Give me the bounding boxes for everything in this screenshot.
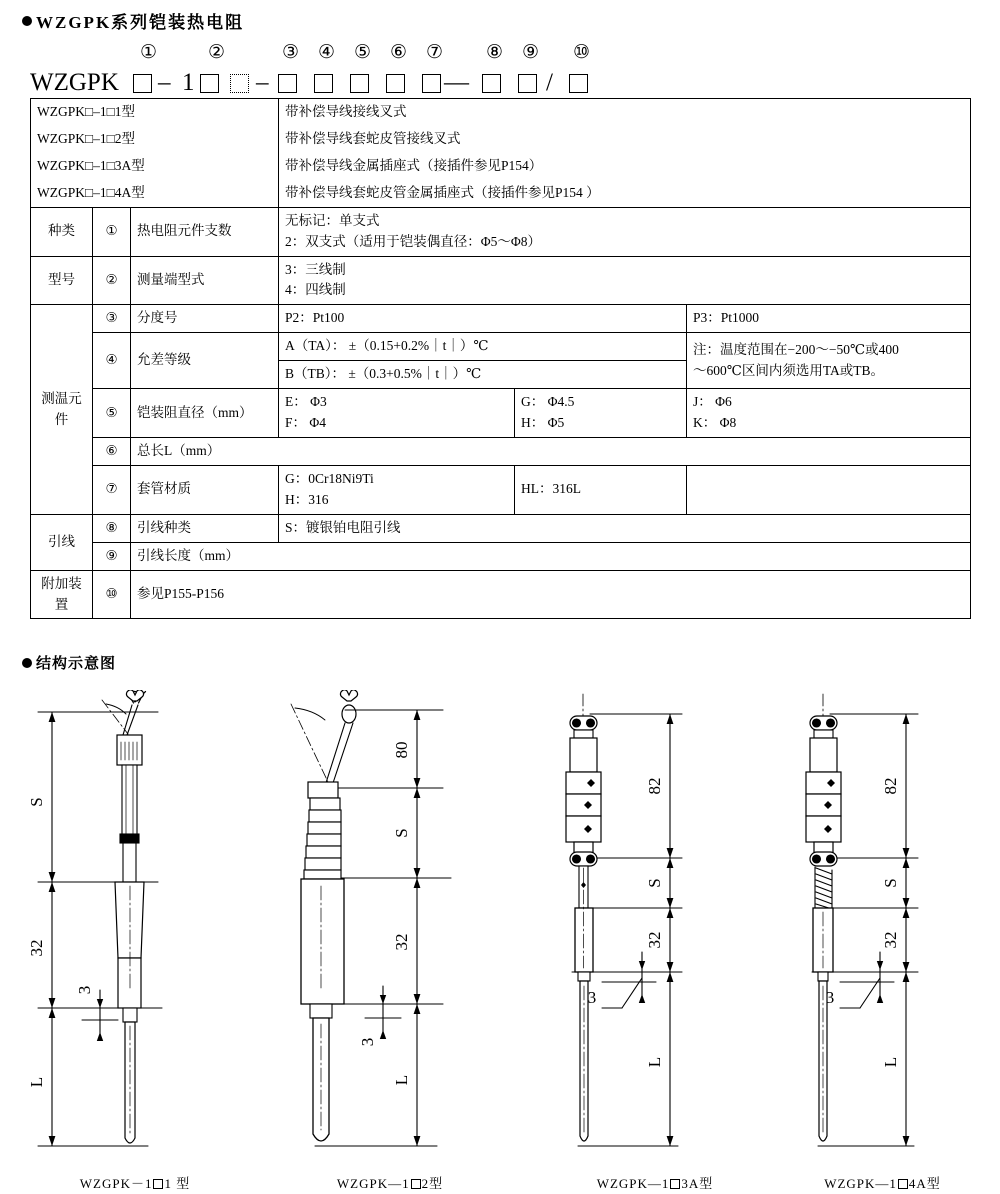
- item-value-7-col1: [279, 465, 515, 514]
- diagram-caption-4-post: 4A型: [908, 1176, 941, 1191]
- dim-l-4: L: [881, 1056, 900, 1068]
- code-dash-2: –: [256, 69, 269, 96]
- item-num-10: ⑩: [93, 570, 131, 619]
- table-row: [31, 437, 971, 465]
- diagram-type-3: [530, 690, 780, 1194]
- code-dash-3: —: [444, 69, 469, 96]
- variant-code-2: WZGPK□–1□3A型: [31, 153, 279, 180]
- group-lead: 引线: [31, 514, 93, 570]
- table-row: [31, 465, 971, 514]
- item-name-1: 热电阻元件支数: [131, 207, 279, 256]
- page-title-text: WZGPK系列铠装热电阻: [36, 13, 245, 32]
- item-num-7: ⑦: [93, 465, 131, 514]
- table-row: [31, 180, 971, 207]
- marker-8: ⑧: [486, 42, 504, 63]
- item-value-3b: P3：Pt1000: [687, 305, 971, 333]
- table-row: [31, 514, 971, 542]
- diagram-caption-2-pre: WZGPK—1: [336, 1176, 410, 1191]
- item-value-4b: B（TB）： ±（0.3+0.5%｜t｜）℃: [279, 361, 687, 389]
- dim-32-2: 32: [392, 933, 411, 951]
- variant-desc-3: 带补偿导线套蛇皮管金属插座式（接插件参见P154 ）: [279, 180, 971, 207]
- item-note-4a: 注：温度范围在−200～−50℃或400: [693, 341, 899, 357]
- item-value-5-col2: [515, 389, 687, 438]
- item-value-5-col1: [279, 389, 515, 438]
- code-box-4: [314, 74, 333, 93]
- table-row: [31, 305, 971, 333]
- diagram-type-4: [770, 690, 995, 1194]
- code-box-8: [482, 74, 501, 93]
- item-value-1a: 无标记：单支式: [285, 212, 380, 228]
- bullet-icon: [22, 16, 32, 26]
- item-num-9: ⑨: [93, 542, 131, 570]
- table-row: [31, 570, 971, 619]
- code-box-1: [200, 74, 219, 93]
- item-name-5: 铠装阻直径（mm）: [131, 389, 279, 438]
- diagram-caption-4: [770, 1173, 995, 1192]
- item-value-2b: 4：四线制: [285, 282, 346, 298]
- code-box-7: [422, 74, 441, 93]
- item-value-5-col3: [687, 389, 971, 438]
- dim-l-1: L: [27, 1076, 46, 1088]
- item-name-10: 参见P155-P156: [131, 570, 971, 619]
- dim-82-3: 82: [645, 777, 664, 795]
- item-name-6: 总长L（mm）: [131, 437, 971, 465]
- variant-code-0: WZGPK□–1□1型: [31, 99, 279, 126]
- dim-3-4: 3: [825, 988, 835, 1007]
- item-value-2a: 3：三线制: [285, 261, 346, 277]
- code-box-2: [230, 74, 249, 93]
- item-name-4: 允差等级: [131, 333, 279, 389]
- diagram-type-2-drawing: [265, 690, 515, 1160]
- marker-10: ⑩: [573, 42, 591, 63]
- marker-4: ④: [318, 42, 336, 63]
- code-prefix: WZGPK: [30, 69, 119, 96]
- variant-code-1: WZGPK□–1□2型: [31, 126, 279, 153]
- diagram-type-3-drawing: [530, 690, 780, 1160]
- model-code-string: [30, 66, 590, 100]
- marker-3: ③: [282, 42, 300, 63]
- caption-box-icon: [411, 1179, 421, 1189]
- item-value-3a: P2：Pt100: [279, 305, 687, 333]
- item-num-6: ⑥: [93, 437, 131, 465]
- marker-9: ⑨: [522, 42, 540, 63]
- structure-diagrams: [0, 690, 1000, 1194]
- diagram-caption-1-post: 1 型: [164, 1176, 191, 1191]
- dim-s-4: S: [881, 878, 900, 888]
- code-box-5: [350, 74, 369, 93]
- diagram-caption-1-pre: WZGPK－1: [79, 1176, 153, 1191]
- structure-section-title: [22, 652, 116, 673]
- dim-32-3: 32: [645, 931, 664, 949]
- dimension-arrows: [49, 712, 104, 1146]
- item-name-8: 引线种类: [131, 514, 279, 542]
- dim-32-1: 32: [27, 939, 46, 957]
- group-model: 型号: [31, 256, 93, 305]
- marker-6: ⑥: [390, 42, 408, 63]
- item-value-8: S：镀银铂电阻引线: [279, 514, 971, 542]
- table-row: [31, 99, 971, 126]
- diagram-caption-3: [530, 1173, 780, 1192]
- model-code-markers: [30, 40, 590, 66]
- item-num-2: ②: [93, 256, 131, 305]
- marker-2: ②: [208, 42, 226, 63]
- table-row: [31, 389, 971, 438]
- item-name-2: 测量端型式: [131, 256, 279, 305]
- item-value-5e: J： Φ6: [693, 394, 732, 410]
- group-kind: 种类: [31, 207, 93, 256]
- item-value-1b: 2：双支式（适用于铠装偶直径：Φ5～Φ8）: [285, 233, 542, 249]
- item-value-1: [279, 207, 971, 256]
- dim-3-1: 3: [75, 985, 94, 995]
- item-value-7a: G：0Cr18Ni9Ti: [285, 470, 374, 486]
- item-num-8: ⑧: [93, 514, 131, 542]
- dim-82-4: 82: [881, 777, 900, 795]
- page-title: [22, 8, 244, 33]
- item-value-5b: F： Φ4: [285, 415, 327, 431]
- caption-box-icon: [670, 1179, 680, 1189]
- variant-desc-1: 带补偿导线套蛇皮管接线叉式: [279, 126, 971, 153]
- code-box-10: [569, 74, 588, 93]
- specification-table: [30, 98, 971, 619]
- code-box-3: [278, 74, 297, 93]
- diagram-caption-1: [10, 1173, 260, 1192]
- dim-3-2: 3: [358, 1037, 377, 1047]
- item-note-4b: ～600℃区间内须选用TA或TB。: [693, 362, 885, 378]
- code-box-6: [386, 74, 405, 93]
- dim-80-2: 80: [392, 741, 411, 759]
- variant-desc-2: 带补偿导线金属插座式（接插件参见P154）: [279, 153, 971, 180]
- dim-s-3: S: [645, 878, 664, 888]
- dim-s-1: S: [27, 797, 46, 807]
- diagram-type-1: [10, 690, 260, 1194]
- dim-32-4: 32: [881, 931, 900, 949]
- dim-l-3: L: [645, 1056, 664, 1068]
- item-num-3: ③: [93, 305, 131, 333]
- code-slash: /: [546, 69, 553, 96]
- item-name-3: 分度号: [131, 305, 279, 333]
- code-one: 1: [182, 69, 195, 96]
- diagram-caption-3-post: 3A型: [681, 1176, 714, 1191]
- caption-box-icon: [153, 1179, 163, 1189]
- item-value-5f: K： Φ8: [693, 415, 737, 431]
- item-note-4: [687, 333, 971, 389]
- item-num-1: ①: [93, 207, 131, 256]
- diagram-caption-2-post: 2型: [421, 1176, 444, 1191]
- table-row: [31, 207, 971, 256]
- item-value-4a: A（TA）： ±（0.15+0.2%｜t｜）℃: [279, 333, 687, 361]
- item-value-5a: E： Φ3: [285, 394, 327, 410]
- diagram-caption-4-pre: WZGPK—1: [824, 1176, 897, 1191]
- variant-code-3: WZGPK□–1□4A型: [31, 180, 279, 207]
- item-name-7: 套管材质: [131, 465, 279, 514]
- item-name-9: 引线长度（mm）: [131, 542, 971, 570]
- diagram-caption-3-pre: WZGPK—1: [596, 1176, 670, 1191]
- diagram-type-2: [265, 690, 515, 1194]
- item-value-2: [279, 256, 971, 305]
- marker-5: ⑤: [354, 42, 372, 63]
- dim-3-3: 3: [587, 988, 597, 1007]
- marker-7: ⑦: [426, 42, 444, 63]
- dim-l-2: L: [392, 1074, 411, 1086]
- item-value-5d: H： Φ5: [521, 415, 565, 431]
- item-value-7-col2: HL：316L: [515, 465, 687, 514]
- table-row: [31, 153, 971, 180]
- caption-box-icon: [898, 1179, 908, 1189]
- diagram-type-4-drawing: [770, 690, 995, 1160]
- code-box-9: [518, 74, 537, 93]
- bullet-icon: [22, 658, 32, 668]
- item-num-4: ④: [93, 333, 131, 389]
- item-value-7b: H：316: [285, 491, 329, 507]
- model-code-diagram: [30, 40, 590, 100]
- item-value-7-col3: [687, 465, 971, 514]
- item-value-5c: G： Φ4.5: [521, 394, 575, 410]
- item-num-5: ⑤: [93, 389, 131, 438]
- group-sensor: 测温元件: [31, 305, 93, 514]
- code-box-series: [133, 74, 152, 93]
- marker-1: ①: [140, 42, 158, 63]
- structure-section-title-text: 结构示意图: [36, 656, 117, 672]
- group-extra: 附加装置: [31, 570, 93, 619]
- table-row: [31, 126, 971, 153]
- table-row: [31, 542, 971, 570]
- table-row: [31, 256, 971, 305]
- diagram-type-1-drawing: [10, 690, 260, 1160]
- table-row: [31, 333, 971, 361]
- dim-s-2: S: [392, 828, 411, 838]
- code-dash-1: –: [158, 69, 171, 96]
- diagram-caption-2: [265, 1173, 515, 1192]
- variant-desc-0: 带补偿导线接线叉式: [279, 99, 971, 126]
